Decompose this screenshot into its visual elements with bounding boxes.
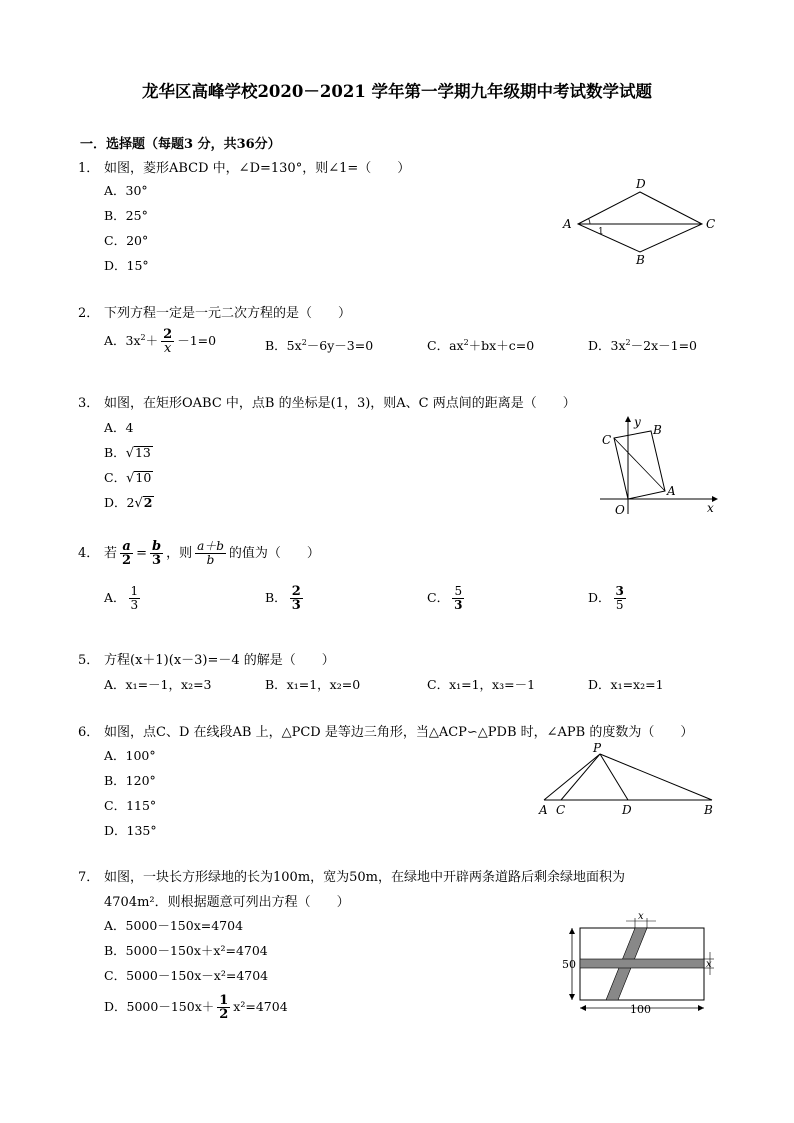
label-a: A xyxy=(563,217,572,231)
triangle-figure xyxy=(536,740,720,820)
q4-option-a[interactable] xyxy=(104,585,143,612)
fraction xyxy=(452,585,464,612)
denominator: 3 xyxy=(291,598,301,613)
denominator: 3 xyxy=(151,553,162,568)
text: = xyxy=(136,546,147,561)
fraction xyxy=(161,328,174,355)
text: B． xyxy=(104,445,126,460)
question-3-stem xyxy=(78,392,576,411)
label-o: O xyxy=(615,503,625,517)
label-x-right: x xyxy=(706,959,712,970)
text: A．3x xyxy=(104,333,141,348)
label-x-top: x xyxy=(638,911,644,922)
text: D．3x xyxy=(588,338,626,353)
q7-option-c[interactable]: C．5000－150x－x²=4704 xyxy=(104,968,269,983)
text: ＋ xyxy=(145,333,159,348)
text: －6y－3=0 xyxy=(306,338,374,353)
label-a: A xyxy=(539,803,548,817)
numerator: b xyxy=(151,539,162,554)
numerator: 2 xyxy=(291,584,301,599)
denominator: b xyxy=(206,553,215,567)
arrow-up-icon xyxy=(569,928,575,934)
label-p: P xyxy=(593,741,602,755)
numerator: a xyxy=(120,540,133,554)
question-number: 1． xyxy=(78,161,100,176)
q1-option-d[interactable]: D．15° xyxy=(104,258,149,273)
fraction xyxy=(614,585,626,612)
y-axis-arrow-icon xyxy=(625,416,631,422)
question-number: 6． xyxy=(78,725,100,740)
exponent: 2 xyxy=(463,337,469,347)
question-2-stem xyxy=(78,302,351,321)
label-c: C xyxy=(602,433,612,447)
text: －2x－1=0 xyxy=(630,338,698,353)
arrow-left-icon xyxy=(580,1005,586,1011)
question-number: 4． xyxy=(78,546,100,561)
label-a: A xyxy=(667,484,676,498)
arrow-right-icon xyxy=(698,1005,704,1011)
question-text: 如图，菱形ABCD 中，∠D=130°，则∠1=（ ） xyxy=(104,161,411,176)
question-text: 如图，在矩形OABC 中，点B 的坐标是(1，3)，则A、C 两点间的距离是（ ） xyxy=(104,396,576,411)
text: －1=0 xyxy=(177,333,217,348)
label-b: B xyxy=(653,423,662,437)
horizontal-road xyxy=(580,959,704,968)
segment-ac xyxy=(614,438,665,491)
q5-option-d[interactable]: D．x₁=x₂=1 xyxy=(588,677,664,692)
q7-option-d[interactable] xyxy=(104,994,288,1021)
radicand: 13 xyxy=(134,445,151,460)
segment-ap xyxy=(544,754,600,800)
q2-option-d[interactable] xyxy=(588,336,697,354)
q2-option-c[interactable] xyxy=(427,336,534,354)
exponent: 2 xyxy=(301,337,307,347)
segment-cp xyxy=(561,754,600,800)
denominator: 2 xyxy=(122,553,132,568)
label-c: C xyxy=(706,217,716,231)
fraction xyxy=(217,994,230,1021)
numerator: 1 xyxy=(219,993,229,1008)
green-land-figure xyxy=(560,910,720,1020)
q7-option-b[interactable]: B．5000－150x＋x²=4704 xyxy=(104,943,268,958)
sqrt-icon: √ xyxy=(126,471,135,486)
text: D．2 xyxy=(104,495,135,510)
q7-option-a[interactable]: A．5000－150x=4704 xyxy=(104,918,244,933)
q6-option-a[interactable]: A．100° xyxy=(104,748,156,763)
question-text: 如图，点C、D 在线段AB 上，△PCD 是等边三角形，当△ACP∽△PDB 时，∠APB 的度数为（ ） xyxy=(104,725,694,740)
rhombus-figure xyxy=(560,172,720,268)
question-5-stem xyxy=(78,649,335,668)
segment-dp xyxy=(600,754,628,800)
q4-option-b[interactable] xyxy=(265,585,306,612)
angle-arc xyxy=(589,219,590,224)
q6-option-d[interactable]: D．135° xyxy=(104,823,157,838)
text: x²=4704 xyxy=(233,999,288,1014)
question-7-stem-line-2: 4704m²．则根据题意可列出方程（ ） xyxy=(104,895,350,910)
q1-option-a[interactable]: A．30° xyxy=(104,183,148,198)
label-b: B xyxy=(704,803,713,817)
text: B．5x xyxy=(265,338,302,353)
sqrt-icon: √ xyxy=(125,446,134,461)
radicand: 2 xyxy=(143,495,153,510)
text: C．ax xyxy=(427,338,464,353)
label-d: D xyxy=(622,803,632,817)
fraction-a-plus-b-over-b xyxy=(195,540,226,567)
label-y: y xyxy=(634,415,641,429)
q6-option-b[interactable]: B．120° xyxy=(104,773,156,788)
radicand: 10 xyxy=(135,470,152,485)
question-1-stem xyxy=(78,157,410,176)
q5-option-c[interactable]: C．x₁=1，x₃=－1 xyxy=(427,677,536,692)
q6-option-c[interactable]: C．115° xyxy=(104,798,157,813)
q4-option-d[interactable] xyxy=(588,585,629,612)
q3-option-d[interactable] xyxy=(104,493,154,511)
text: D．5000－150x＋ xyxy=(104,999,215,1014)
fraction xyxy=(129,585,141,612)
denominator: x xyxy=(163,341,172,356)
question-text: 如图，一块长方形绿地的长为100m，宽为50m，在绿地中开辟两条道路后剩余绿地面积为 xyxy=(104,870,626,885)
rhombus-shape xyxy=(578,192,702,252)
sqrt-icon: √ xyxy=(134,496,143,511)
denominator: 3 xyxy=(454,598,463,612)
text: C． xyxy=(104,470,127,485)
q1-option-b[interactable]: B．25° xyxy=(104,208,148,223)
label-angle-1: 1 xyxy=(598,227,604,237)
arrow-down-icon xyxy=(569,994,575,1000)
question-6-stem xyxy=(78,721,693,740)
text: ，则 xyxy=(166,546,193,561)
question-text: 下列方程一定是一元二次方程的是（ ） xyxy=(104,306,352,321)
question-number: 7． xyxy=(78,870,100,885)
fraction xyxy=(290,585,303,612)
label-b: B xyxy=(636,253,645,267)
q3-option-b[interactable] xyxy=(104,443,153,461)
denominator: 5 xyxy=(615,598,624,612)
question-number: 5． xyxy=(78,653,100,668)
label-c: C xyxy=(556,803,566,817)
q2-option-a[interactable] xyxy=(104,328,216,355)
q3-option-c[interactable] xyxy=(104,468,153,486)
question-7-stem xyxy=(78,866,625,885)
question-4-stem xyxy=(78,540,320,567)
q5-option-a[interactable]: A．x₁=－1，x₂=3 xyxy=(104,677,212,692)
numerator: 2 xyxy=(163,327,173,342)
rectangle-coordinate-figure xyxy=(596,414,720,518)
label-length: 100 xyxy=(630,1003,651,1016)
exponent: 2 xyxy=(625,337,631,347)
numerator: a＋b xyxy=(197,539,224,553)
q4-option-c[interactable] xyxy=(427,585,467,612)
page-title: 龙华区高峰学校2020－2021 学年第一学期九年级期中考试数学试题 xyxy=(141,82,653,101)
q1-option-c[interactable]: C．20° xyxy=(104,233,149,248)
text: B． xyxy=(265,590,287,605)
denominator: 3 xyxy=(130,598,139,612)
numerator: 3 xyxy=(615,584,624,598)
text: D． xyxy=(588,590,611,605)
q5-option-b[interactable]: B．x₁=1，x₂=0 xyxy=(265,677,361,692)
q2-option-b[interactable] xyxy=(265,336,373,354)
numerator: 5 xyxy=(452,585,464,599)
fraction-a-over-2 xyxy=(120,540,133,567)
label-x: x xyxy=(707,501,714,515)
section-heading: 一．选择题（每题3 分，共36分） xyxy=(80,137,281,152)
text: 的值为（ ） xyxy=(228,546,320,561)
exponent: 2 xyxy=(140,332,146,342)
question-number: 2． xyxy=(78,306,100,321)
q3-option-a[interactable]: A．4 xyxy=(104,420,134,435)
text: 若 xyxy=(104,546,118,561)
segment-bp xyxy=(600,754,712,800)
label-d: D xyxy=(636,177,646,191)
text: C． xyxy=(427,590,450,605)
text: ＋bx＋c=0 xyxy=(468,338,535,353)
question-number: 3． xyxy=(78,396,100,411)
fraction-b-over-3 xyxy=(150,540,163,567)
text: A． xyxy=(104,590,126,605)
denominator: 2 xyxy=(219,1007,229,1022)
label-width: 50 xyxy=(562,958,576,971)
question-text: 方程(x＋1)(x－3)=－4 的解是（ ） xyxy=(104,653,335,668)
numerator: 1 xyxy=(130,584,139,598)
